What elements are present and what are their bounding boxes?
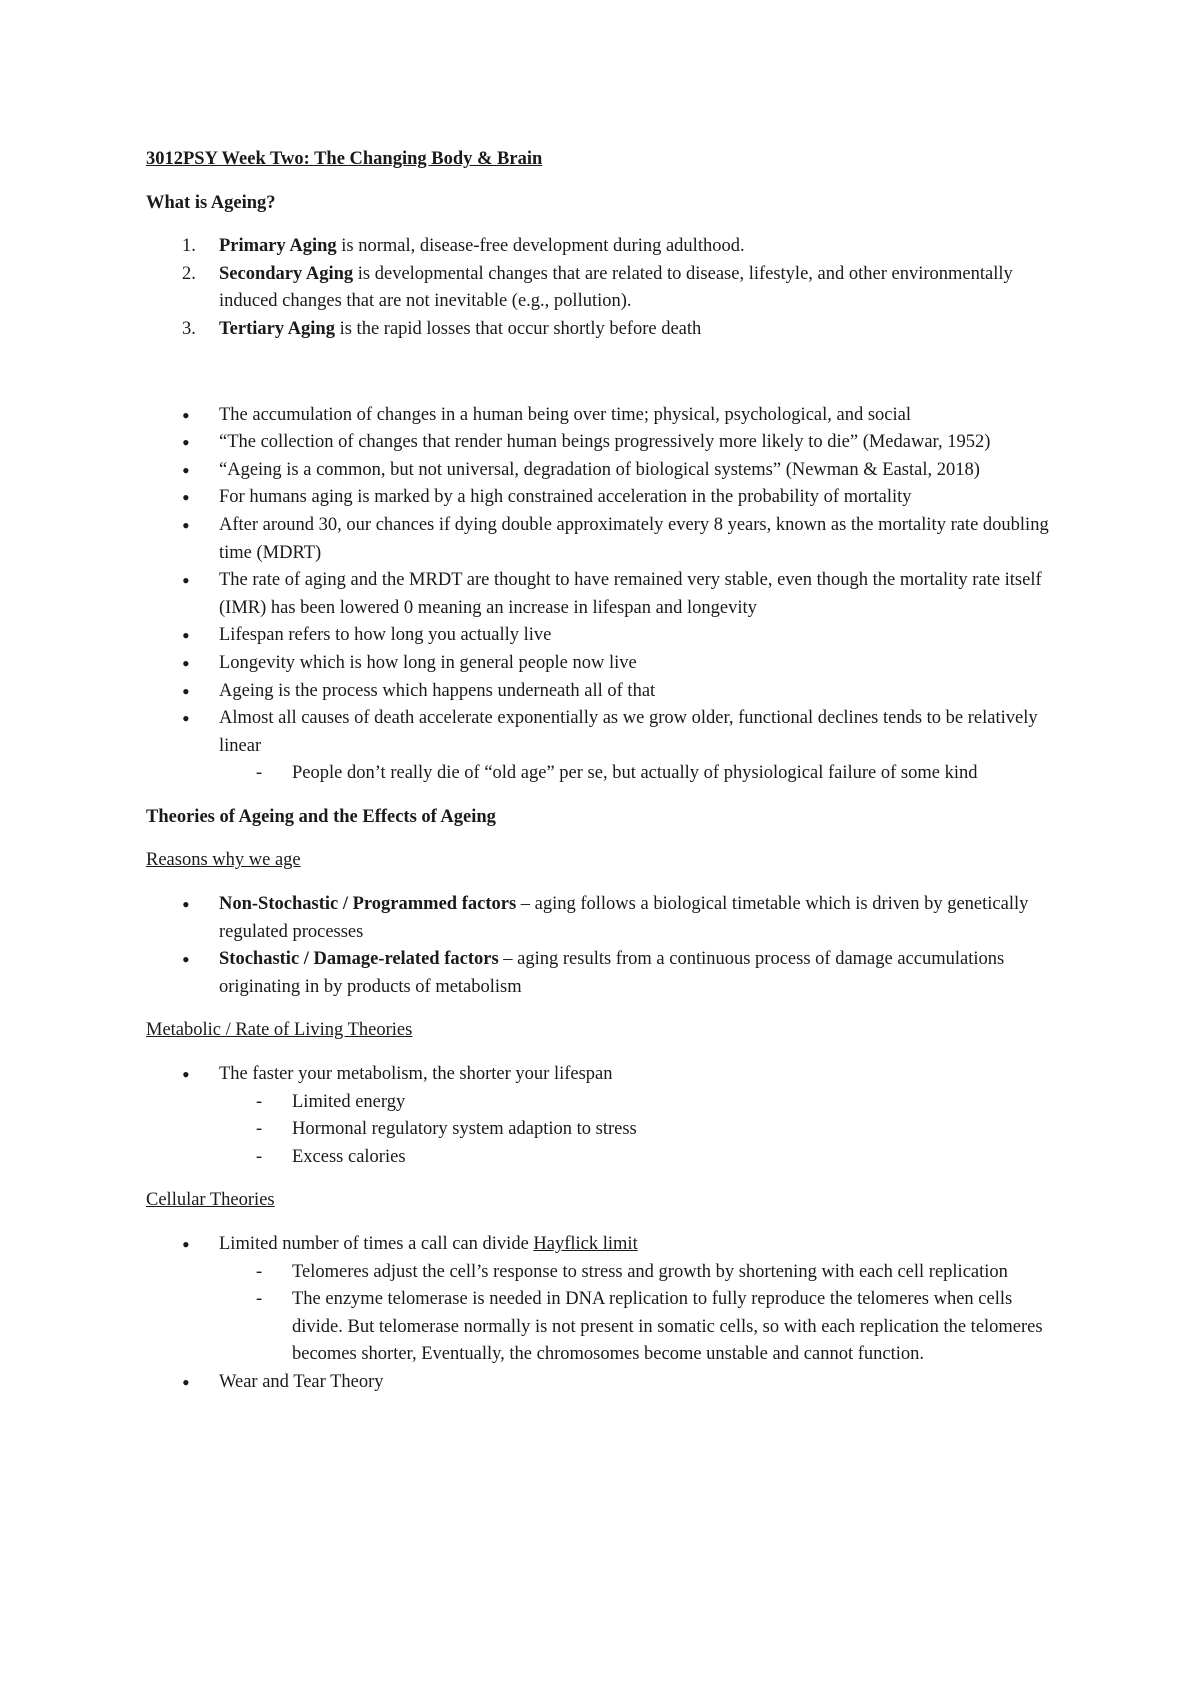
list-item: 3. Tertiary Aging is the rapid losses that occur shortly before death — [182, 318, 702, 339]
subheading-cellular: Cellular Theories — [146, 1190, 275, 1211]
document-body — [146, 146, 1066, 1397]
list-item: • Lifespan refers to how long you actually live — [146, 622, 1066, 650]
bullet-list-reasons — [146, 891, 1066, 1001]
list-item: • Almost all causes of death accelerate exponentially as we grow older, functional declines tends to be relatively linear — [146, 705, 1066, 760]
bullet-list-metabolic — [146, 1061, 1066, 1089]
bullet-list-cellular — [146, 1231, 1066, 1259]
list-item: 1. Primary Aging is normal, disease-free development during adulthood. — [182, 236, 745, 257]
list-item: • Wear and Tear Theory — [146, 1369, 1066, 1397]
sub-list-item: - Hormonal regulatory system adaption to stress — [146, 1116, 1066, 1144]
list-item: • “Ageing is a common, but not universal, degradation of biological systems” (Newman & Eastal, 2018) — [146, 457, 1066, 485]
numbered-list-aging-types — [146, 233, 1066, 343]
sub-list — [146, 1259, 1066, 1369]
list-item: • The accumulation of changes in a human being over time; physical, psychological, and social — [146, 402, 1066, 430]
list-item: 2. Secondary Aging is developmental changes that are related to disease, lifestyle, and other environmentally induced changes that are not inevitable (e.g., pollution). — [182, 263, 1013, 312]
list-item: • The faster your metabolism, the shorter your lifespan — [146, 1061, 1066, 1089]
sub-list-item: - Limited energy — [146, 1089, 1066, 1117]
bullet-list-ageing-facts — [146, 402, 1066, 761]
list-item: • Limited number of times a call can divide Hayflick limit — [146, 1231, 1066, 1259]
list-item: • For humans aging is marked by a high constrained acceleration in the probability of mortality — [146, 484, 1066, 512]
subheading-reasons: Reasons why we age — [146, 850, 301, 871]
sub-list — [146, 760, 1066, 788]
sub-list-item: - People don’t really die of “old age” per se, but actually of physiological failure of some kind — [146, 760, 1066, 788]
list-item: • Longevity which is how long in general people now live — [146, 650, 1066, 678]
bullet-list-cellular-2 — [146, 1369, 1066, 1397]
sub-list — [146, 1089, 1066, 1172]
subheading-metabolic: Metabolic / Rate of Living Theories — [146, 1020, 413, 1041]
list-item: • Stochastic / Damage-related factors – aging results from a continuous process of damage accumulations originating in by products of metabolism — [146, 946, 1066, 1001]
sub-list-item: - Telomeres adjust the cell’s response to stress and growth by shortening with each cell replication — [146, 1259, 1066, 1287]
sub-list-item: - The enzyme telomerase is needed in DNA replication to fully reproduce the telomeres when cells divide. But telomerase normally is not present in somatic cells, so with each replication the telomeres becomes shorter, Eventually, the chromosomes become unstable and cannot function. — [146, 1286, 1066, 1369]
list-item: • The rate of aging and the MRDT are thought to have remained very stable, even though the mortality rate itself (IMR) has been lowered 0 meaning an increase in lifespan and longevity — [146, 567, 1066, 622]
list-item: • “The collection of changes that render human beings progressively more likely to die” (Medawar, 1952) — [146, 429, 1066, 457]
list-item: • Non-Stochastic / Programmed factors – aging follows a biological timetable which is driven by genetically regulated processes — [146, 891, 1066, 946]
section-heading-theories: Theories of Ageing and the Effects of Ageing — [146, 806, 496, 827]
list-item: • After around 30, our chances if dying double approximately every 8 years, known as the mortality rate doubling time (MDRT) — [146, 512, 1066, 567]
sub-list-item: - Excess calories — [146, 1144, 1066, 1172]
page-title: 3012PSY Week Two: The Changing Body & Brain — [146, 149, 543, 169]
list-item: • Ageing is the process which happens underneath all of that — [146, 678, 1066, 706]
hayflick-limit-text: Hayflick limit — [533, 1234, 638, 1254]
section-heading-what-is-ageing: What is Ageing? — [146, 192, 276, 213]
